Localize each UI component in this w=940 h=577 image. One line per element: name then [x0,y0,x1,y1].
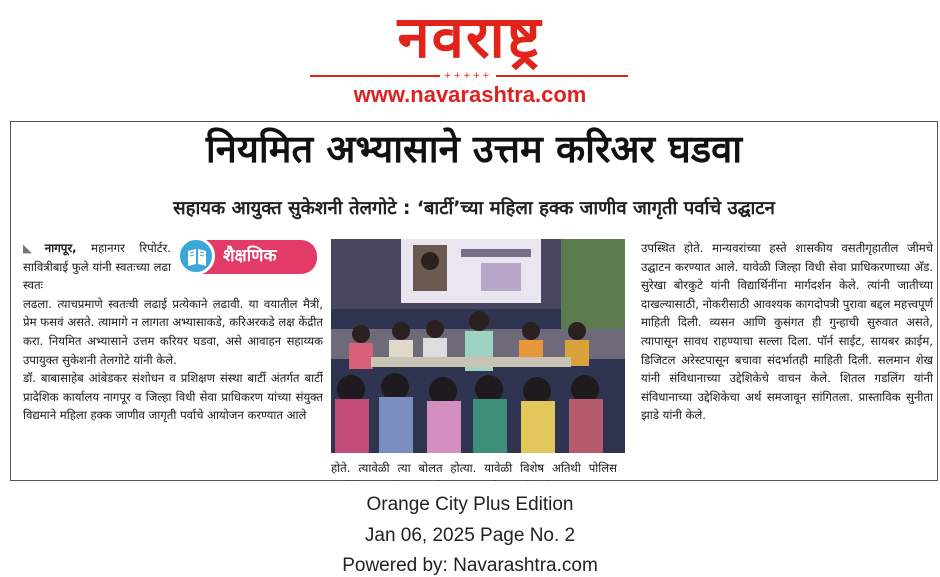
logo-dots: +++++ [440,71,496,81]
article-clipping [10,121,938,481]
subheadline: सहायक आयुक्त सुकेशनी तेलगोटे : ‘बार्टी’च्या महिला हक्क जाणीव जागृती पर्वाचे उद्घाटन [173,198,775,219]
body-paragraph: होते. त्यावेळी त्या बोलत होत्या. यावेळी विशेष अतिथी पोलिस [331,461,617,475]
event-photo [331,239,625,453]
edition-name: Orange City Plus Edition [366,494,574,515]
site-url[interactable]: www.navarashtra.com [353,82,587,107]
powered-by: Powered by: Navarashtra.com [342,555,598,576]
event-photo-image [331,239,625,453]
lead-text: महानगर रिपोर्टर. सावित्रीबाई फुले यांनी स्वतःच्या लढा स्वतः [23,241,171,293]
lead-paragraph [23,239,171,295]
date-page: Jan 06, 2025 Page No. 2 [364,525,576,546]
headline: नियमित अभ्यासाने उत्तम करिअर घडवा [205,127,743,171]
book-icon [186,247,208,267]
arrow-icon: ◣ [23,241,43,255]
section-tag [179,240,317,274]
tag-icon-circle [177,237,215,275]
body-paragraph: लढला. त्याचप्रमाणे स्वतःची लढाई प्रत्येकाने लढावी. या वयातील मैत्री, प्रेम फसवं असते. त्यामागे न लागता अभ्यासाकडे, करिअरकडे लक्ष केंद्रीत करा. नियमित अभ्यासाने उत्तम करियर घडवा, असे आवाहन सहाय्यक उपायुक्त सुकेशनी तेलगोटे यांनी केले. [23,296,323,367]
dateline: नागपूर, [44,241,77,255]
body-paragraph: उपस्थित होते. मान्यवरांच्या हस्ते शासकीय वसतीगृहातील जीमचे उद्घाटन करण्यात आले. यावेळी जिल्हा विधी सेवा प्राधिकरणाच्या अ‍ॅड. सुरेखा बोरकुटे यांनी विद्यार्थिनींना मार्गदर्शन केले. त्यांनी जातीच्या दाखल्यासाठी, नोकरीसाठी आवश्यक कागदोपत्री पुरावा बद्दल महत्त्वपूर्ण माहिती दिली. व्यसन आणि कुसंगत ही गुन्हाची सुरुवात असते, त्यापासून सावध राहण्याचा सल्ला दिला. पॉर्न साईट, सायबर क्राईम, डिजिटल अरेस्टपासून बचावा संदर्भातही माहिती दिली. सलमान शेख यांनी संविधानाच्या उद्देशिकेचे वाचन केले. शितल गडलिंग यांनी संविधानाच्या उद्देशिकेचा अर्थ समजावून सांगितला. प्रास्ताविक सुनीता झाडे यांनी केले. [641,241,933,423]
masthead [0,0,940,118]
newspaper-logo: नवराष्ट्र [397,3,543,71]
article-column-3 [641,239,933,479]
article-column-2 [331,459,617,481]
article-column-1 [23,239,323,479]
body-paragraph: डॉ. बाबासाहेब आंबेडकर संशोधन व प्रशिक्षण संस्था बार्टी अंतर्गत बार्टी प्रादेशिक कार्यालय नागपूर व जिल्हा विधी सेवा प्राधिकरण यांच्या संयुक्त विद्यमाने महिला हक्क जाणीव जागृती पर्वाचे आयोजन करण्यात आले [23,371,323,423]
section-tag-label: शैक्षणिक [223,246,277,266]
